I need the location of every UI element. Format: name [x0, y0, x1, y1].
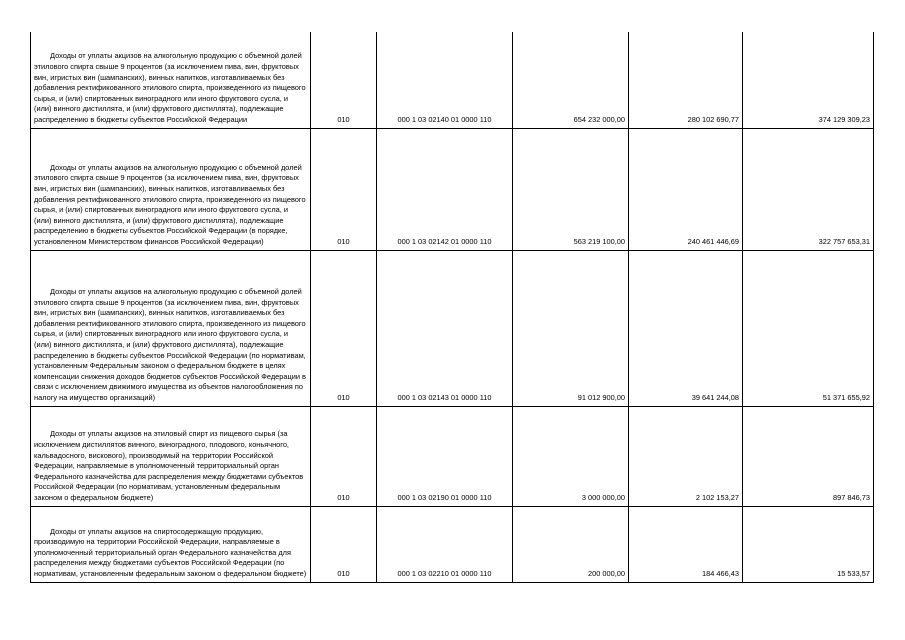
approved-amount-cell: 3 000 000,00: [513, 406, 629, 506]
remaining-amount-cell: 897 846,73: [743, 406, 874, 506]
remaining-amount-cell: 15 533,57: [743, 506, 874, 582]
executed-amount-cell: 2 102 153,27: [629, 406, 743, 506]
table-row: [31, 250, 874, 406]
table-row: [31, 32, 874, 128]
income-table: [30, 32, 874, 583]
approved-amount-cell: 563 219 100,00: [513, 128, 629, 250]
kbk-code-cell: 000 1 03 02190 01 0000 110: [377, 406, 513, 506]
kbk-code-cell: 000 1 03 02142 01 0000 110: [377, 128, 513, 250]
executed-amount-cell: 39 641 244,08: [629, 250, 743, 406]
line-code-cell: 010: [311, 406, 377, 506]
income-name-cell: [31, 32, 311, 128]
executed-amount-cell: 184 466,43: [629, 506, 743, 582]
income-name: Доходы от уплаты акцизов на алкогольную продукцию с объемной долей этилового спирта свыше 9 процентов (за исключением пива, вин, фруктовых вин, игристых вин (шампанских), винных напитков, изготавливаемых без добавления ректификованного этилового спирта, произведенного из пищевого сырья, и (или) спиртованных виноградного или иного фруктового сусла, и (или) винного дистиллята, и (или) фруктового дистиллята), подлежащие распределению в бюджеты субъектов Российской Федерации (по нормативам, установленным Федеральным законом о федеральном бюджете в целях компенсации снижения доходов бюджетов субъектов Российской Федерации в связи с исключением движимого имущества из объектов налогообложения по налогу на имущество организаций): [34, 286, 306, 402]
income-name: Доходы от уплаты акцизов на спиртосодержащую продукцию, производимую на территории Российской Федерации, направляемые в уполномоченный территориальный орган Федерального казначейства для распределения между бюджетами субъектов Российской Федерации (по нормативам, установленным федеральным законом о федеральном бюджете): [34, 526, 307, 578]
line-code-cell: 010: [311, 506, 377, 582]
table-row: [31, 128, 874, 250]
approved-amount-cell: 200 000,00: [513, 506, 629, 582]
remaining-amount-cell: 374 129 309,23: [743, 32, 874, 128]
table-row: [31, 406, 874, 506]
income-name-cell: [31, 506, 311, 582]
income-name: Доходы от уплаты акцизов на алкогольную продукцию с объемной долей этилового спирта свыше 9 процентов (за исключением пива, вин, фруктовых вин, игристых вин (шампанских), винных напитков, изготавливаемых без добавления ректификованного этилового спирта, произведенного из пищевого сырья, и (или) спиртованных виноградного или иного фруктового сусла, и (или) винного дистиллята, и (или) фруктового дистиллята), подлежащие распределению в бюджеты субъектов Российской Федерации: [34, 51, 306, 124]
table-row: [31, 506, 874, 582]
income-name-cell: [31, 250, 311, 406]
income-name: Доходы от уплаты акцизов на алкогольную продукцию с объемной долей этилового спирта свыше 9 процентов (за исключением пива, вин, фруктовых вин, игристых вин (шампанских), винных напитков, изготавливаемых без добавления ректификованного этилового спирта, произведенного из пищевого сырья, и (или) спиртованных виноградного или иного фруктового сусла, и (или) винного дистиллята, и (или) фруктового дистиллята), подлежащие распределению в бюджеты субъектов Российской Федерации (в порядке, установленном Министерством финансов Российской Федерации): [34, 162, 306, 246]
approved-amount-cell: 654 232 000,00: [513, 32, 629, 128]
line-code-cell: 010: [311, 32, 377, 128]
remaining-amount-cell: 322 757 653,31: [743, 128, 874, 250]
kbk-code-cell: 000 1 03 02140 01 0000 110: [377, 32, 513, 128]
income-name-cell: [31, 406, 311, 506]
executed-amount-cell: 240 461 446,69: [629, 128, 743, 250]
line-code-cell: 010: [311, 128, 377, 250]
executed-amount-cell: 280 102 690,77: [629, 32, 743, 128]
income-name-cell: [31, 128, 311, 250]
remaining-amount-cell: 51 371 655,92: [743, 250, 874, 406]
line-code-cell: 010: [311, 250, 377, 406]
kbk-code-cell: 000 1 03 02210 01 0000 110: [377, 506, 513, 582]
approved-amount-cell: 91 012 900,00: [513, 250, 629, 406]
income-name: Доходы от уплаты акцизов на этиловый спирт из пищевого сырья (за исключением дистиллятов винного, виноградного, плодового, коньячного, кальвадосного, вискового), производимый на территории Российской Федерации, направляемые в уполномоченный территориальный орган Федерального казначейства для распределения между бюджетами субъектов Российской Федерации (по нормативам, установленным федеральным законом о федеральном бюджете): [34, 429, 304, 502]
kbk-code-cell: 000 1 03 02143 01 0000 110: [377, 250, 513, 406]
